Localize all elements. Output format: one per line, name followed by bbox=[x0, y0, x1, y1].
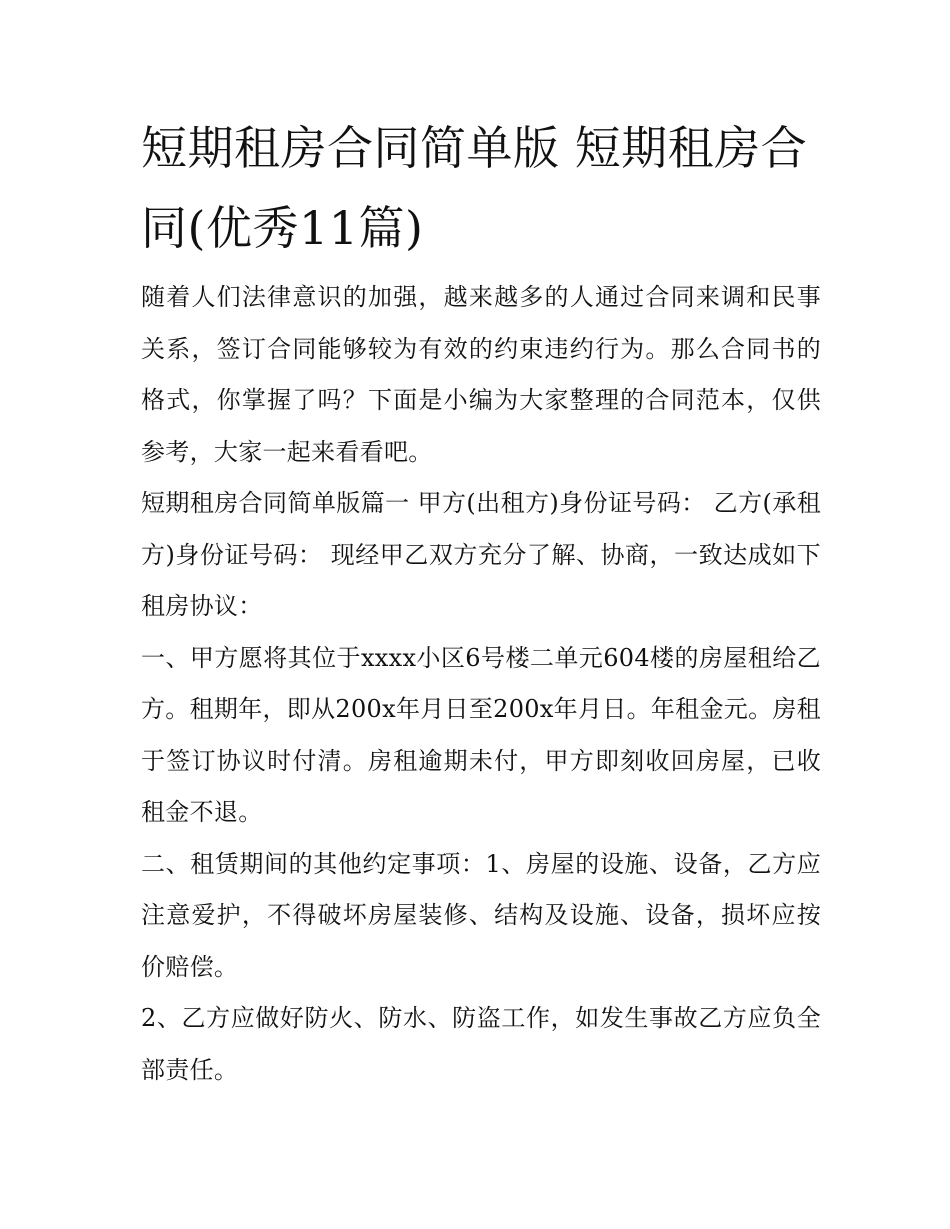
document-page bbox=[141, 108, 821, 1096]
paragraph-intro: 随着人们法律意识的加强，越来越多的人通过合同来调和民事关系，签订合同能够较为有效的约束违约行为。那么合同书的格式，你掌握了吗？下面是小编为大家整理的合同范本，仅供参考，大家一起来看看吧。 bbox=[141, 283, 821, 466]
paragraph-contract-parties: 短期租房合同简单版篇一 甲方(出租方)身份证号码： 乙方(承租方)身份证号码： 现经甲乙双方充分了解、协商，一致达成如下租房协议： bbox=[141, 489, 821, 620]
paragraph-clause-2-item-2: 2、乙方应做好防火、防水、防盗工作，如发生事故乙方应负全部责任。 bbox=[141, 1004, 821, 1084]
paragraph-clause-1: 一、甲方愿将其位于xxxx小区6号楼二单元604楼的房屋租给乙方。租期年，即从200x年月日至200x年月日。年租金元。房租于签订协议时付清。房租逾期未付，甲方即刻收回房屋，已收租金不退。 bbox=[141, 643, 821, 826]
paragraph-clause-2: 二、租赁期间的其他约定事项：1、房屋的设施、设备，乙方应注意爱护，不得破坏房屋装修、结构及设施、设备，损坏应按价赔偿。 bbox=[141, 849, 821, 981]
document-title: 短期租房合同简单版 短期租房合同(优秀11篇) bbox=[141, 121, 808, 255]
